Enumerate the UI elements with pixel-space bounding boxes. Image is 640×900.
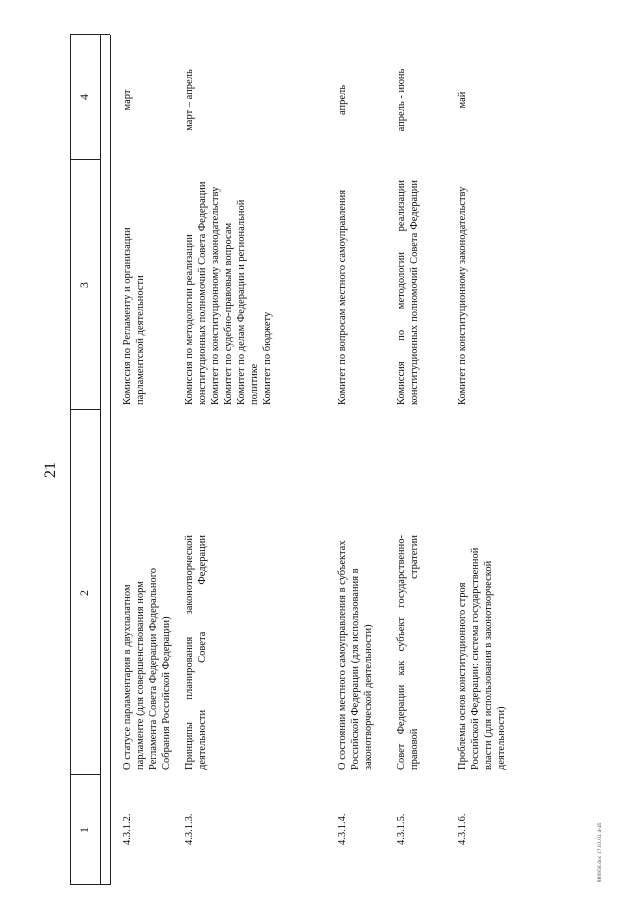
page-number: 21 — [42, 462, 59, 478]
row-topic: Принципы планирования законотворческой деятельности Совета Федерации — [184, 535, 208, 770]
header-bottom-border — [100, 35, 101, 885]
row-number: 4.3.1.4. — [337, 813, 348, 845]
row-responsible: Комитет по конституционному законодательству — [457, 186, 468, 405]
footer-doc-code: 889956.doc 17.03.02 4-45 — [598, 822, 603, 882]
row-topic: Совет Федерации как субъект государственно-правовой стратегии — [396, 535, 420, 770]
row-term: март – апрель — [184, 69, 195, 131]
row-term: май — [457, 91, 468, 109]
column-header-2: 2 — [77, 590, 91, 596]
column-divider-1 — [70, 774, 100, 775]
row-responsible: Комитет по вопросам местного самоуправления — [337, 189, 348, 405]
row-term: апрель — [337, 84, 348, 116]
column-divider-2 — [70, 409, 100, 410]
row-term: март — [122, 89, 133, 111]
row-topic: О состоянии местного самоуправления в субъектах Российской Федерации (для использования в законотворческой деятельности) — [337, 540, 374, 770]
column-header-1: 1 — [77, 827, 91, 833]
table-right-border — [70, 34, 110, 35]
row-responsible: Комиссия по Регламенту и организации парламентской деятельности — [122, 227, 146, 405]
row-number: 4.3.1.2. — [122, 813, 133, 845]
row-topic: Проблемы основ конституционного строя Российской Федерации: система государственной власти (для использования в законотворческой деятельности) — [457, 547, 507, 770]
table-top-border — [70, 35, 71, 885]
row-topic: О статусе парламентария в двухпалатном парламенте (для совершенствования норм Регламента Совета Федерации Федерального Собрания Российской Федерации) — [122, 567, 172, 770]
header-underline — [110, 35, 111, 885]
row-number: 4.3.1.3. — [184, 813, 195, 845]
row-term: апрель - июнь — [396, 68, 407, 132]
column-divider-3 — [70, 159, 100, 160]
table-left-border — [70, 884, 110, 885]
column-header-4: 4 — [77, 94, 91, 100]
row-responsible: Комиссия по методологии реализации конституционных полномочий Совета Федерации — [396, 180, 420, 405]
row-number: 4.3.1.6. — [457, 813, 468, 845]
row-number: 4.3.1.5. — [396, 813, 407, 845]
column-header-3: 3 — [77, 282, 91, 288]
row-responsible: Комиссия по методологии реализации конституционных полномочий Совета Федерации Комитет по конституционному законодательству Комитет по судебно-правовым вопросам Комитет по делам Федерации и региональной политике Комитет по бюджету — [184, 181, 273, 405]
